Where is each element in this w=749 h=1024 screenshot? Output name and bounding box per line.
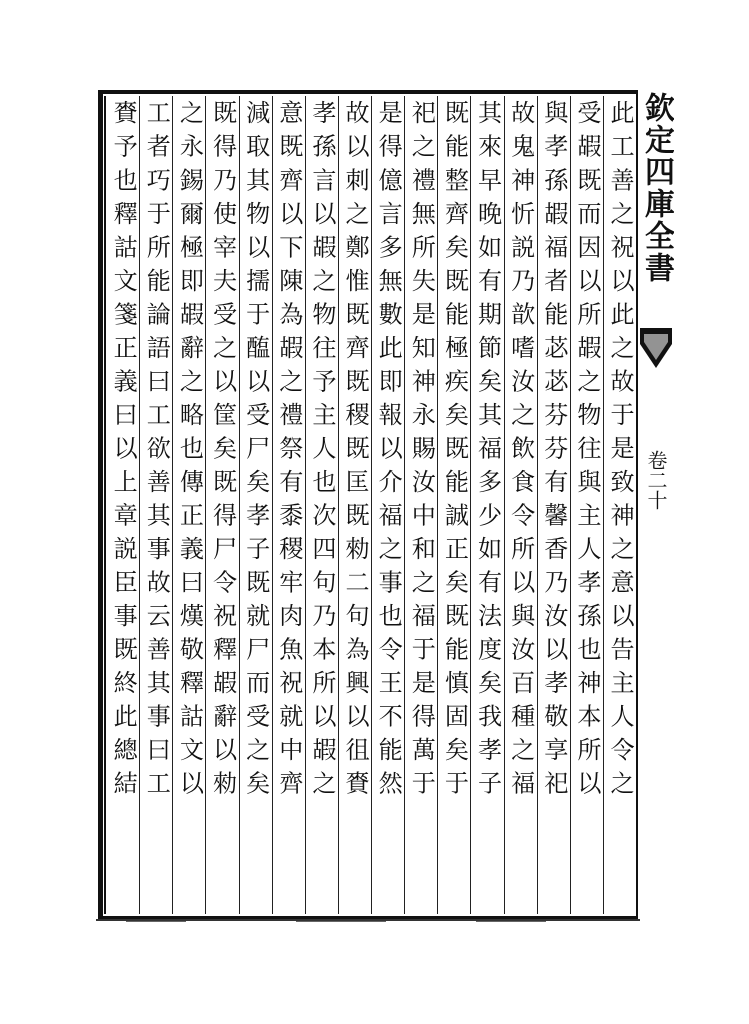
text-column-13: 既得乃使宰夫受之以筐矣既得尸令祝釋嘏辭以勑 [208, 100, 237, 804]
text-column-11: 意既齊以下陳為嘏之禮祭有黍稷牢肉魚祝就中齊 [274, 100, 303, 804]
fish-tail-mark-icon [638, 326, 674, 370]
column-rule [404, 96, 405, 914]
column-rule [504, 96, 505, 914]
volume-number: 卷二十 [644, 450, 668, 510]
frame-inner-rule [104, 96, 106, 914]
text-column-6: 既能整齊矣既能極疾矣既能誠正矣既能慎固矣于 [440, 100, 469, 804]
column-rule [470, 96, 471, 914]
column-rule [239, 96, 240, 914]
print-speckle-border [96, 918, 640, 924]
column-rule [570, 96, 571, 914]
text-column-4: 故鬼神忻説乃歆嗜汝之飲食令所以與汝百種之福 [506, 100, 535, 804]
column-rule [537, 96, 538, 914]
column-rule [272, 96, 273, 914]
text-column-16: 賚予也釋詁文箋正義曰以上章説臣事既終此總結 [109, 100, 138, 804]
text-column-9: 故以刺之鄭惟既齊既稷既匡既勑二句為興以徂賚 [341, 100, 369, 804]
column-rule [437, 96, 438, 914]
column-rule [172, 96, 173, 914]
text-column-14: 之永錫爾極即嘏辭之略也傳正義曰熯敬釋詁文以 [175, 100, 204, 804]
column-rule [371, 96, 372, 914]
text-column-8: 是得億言多無數此即報以介福之事也令王不能然 [374, 100, 403, 804]
column-rule [305, 96, 306, 914]
column-rule [338, 96, 339, 914]
text-column-10: 孝孫言以嘏之物往予主人也次四句乃本所以嘏之 [307, 100, 336, 804]
column-rule [205, 96, 206, 914]
book-title: 欽定四庫全書 [639, 92, 674, 284]
text-column-5: 其來早晚如有期節矣其福多少如有法度矣我孝子 [473, 100, 502, 804]
text-column-7: 祀之禮無所失是知神永賜汝中和之福于是得萬于 [407, 100, 436, 804]
text-column-12: 減取其物以擩于醢以受尸矣孝子既就尸而受之矣 [241, 100, 270, 804]
text-column-15: 工者巧于所能論語曰工欲善其事故云善其事曰工 [142, 100, 171, 804]
text-column-3: 與孝孫嘏福者能苾苾芬芬有馨香乃汝以孝敬享祀 [539, 100, 568, 804]
text-column-2: 受嘏既而因以所嘏之物往與主人孝孫也神本所以 [572, 100, 601, 804]
column-rule [139, 96, 140, 914]
column-rule [603, 96, 604, 914]
text-column-1: 此工善之祝以此之故于是致神之意以告主人令之 [606, 100, 634, 804]
